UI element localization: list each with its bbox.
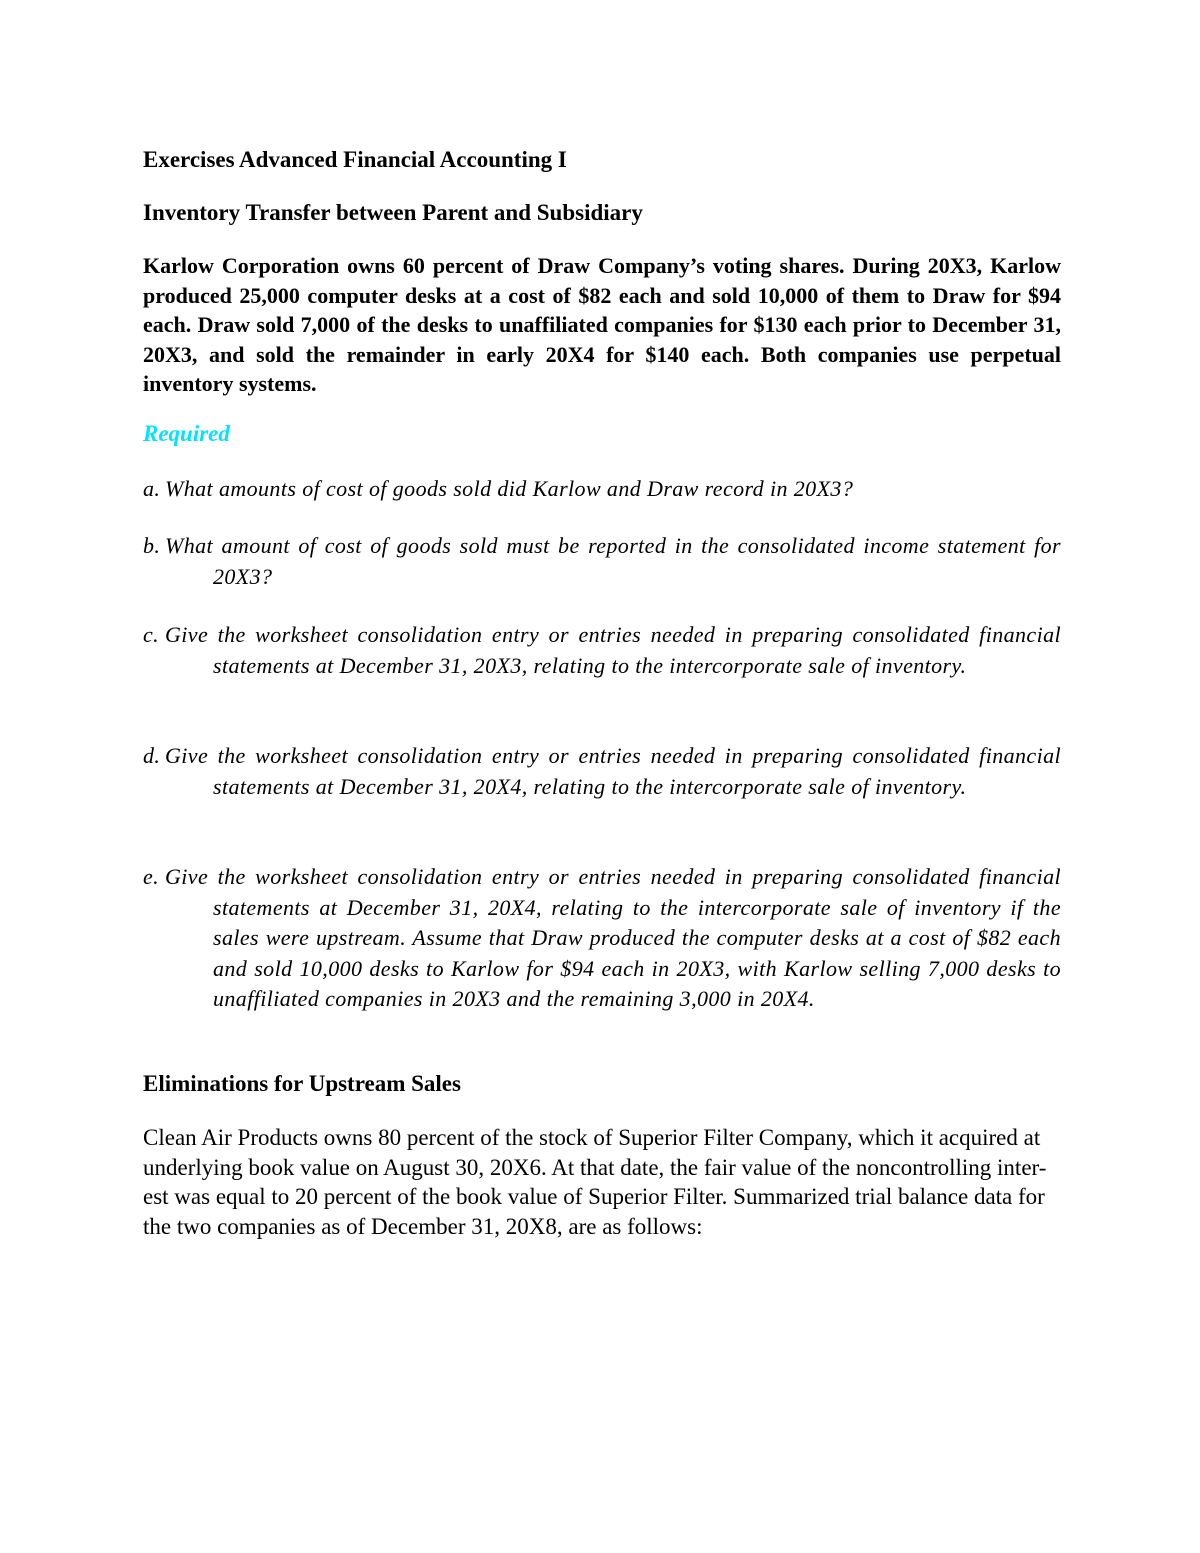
question-letter: e. [143,864,160,889]
section-heading-inventory-transfer: Inventory Transfer between Parent and Subsidiary [143,200,643,225]
document-title: Exercises Advanced Financial Accounting I [143,147,567,172]
question-e [143,862,1061,1015]
section-heading-upstream-sales: Eliminations for Upstream Sales [143,1071,461,1096]
question-letter: b. [143,533,161,558]
question-text: Give the worksheet consolidation entry or entries needed in preparing consolidated financial statements at December 31, 20X3, relating to the intercorporate sale of inventory. [165,622,1061,678]
problem-paragraph-karlow: Karlow Corporation owns 60 percent of Draw Company’s voting shares. During 20X3, Karlow produced 25,000 computer desks at a cost of $82 each and sold 10,000 of them to Draw for $94 each. Draw sold 7,000 of the desks to unaffiliated companies for $130 each prior to December 31, 20X3, and sold the remainder in early 20X4 for $140 each. Both companies use perpetual inventory systems. [143,253,1061,396]
question-b [143,531,1061,592]
required-label: Required [143,421,230,446]
question-text: Give the worksheet consolidation entry or entries needed in preparing consolidated financial statements at December 31, 20X4, relating to the intercorporate sale of inventory if the sales were upstream. Assume that Draw produced the computer desks at a cost of $82 each and sold 10,000 desks to Karlow for $94 each in 20X3, with Karlow selling 7,000 desks to unaffiliated companies in 20X3 and the remaining 3,000 in 20X4. [165,864,1061,1011]
problem-paragraph-clean-air: Clean Air Products owns 80 percent of the stock of Superior Filter Company, which it acquired at underlying book value on August 30, 20X6. At that date, the fair value of the noncontrolling inter- est was equal to 20 percent of the book value of Superior Filter. Summarized trial balance data for the two companies as of December 31, 20X8, are as follows: [143,1125,1047,1239]
question-text: Give the worksheet consolidation entry or entries needed in preparing consolidated financial statements at December 31, 20X4, relating to the intercorporate sale of inventory. [165,743,1061,799]
question-a [143,474,1061,505]
question-letter: d. [143,743,161,768]
question-c [143,620,1061,681]
question-letter: c. [143,622,160,647]
question-text: What amount of cost of goods sold must be reported in the consolidated income statement for 20X3? [165,533,1061,589]
question-d [143,741,1061,802]
question-text: What amounts of cost of goods sold did Karlow and Draw record in 20X3? [165,476,854,501]
question-letter: a. [143,476,161,501]
